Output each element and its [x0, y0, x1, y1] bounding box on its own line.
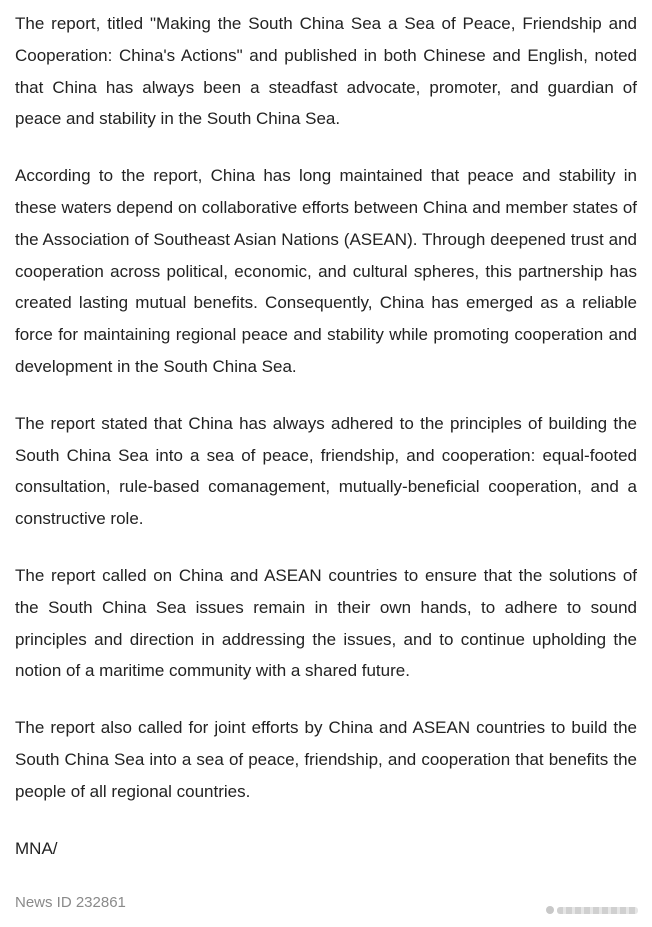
article-paragraph-1: The report, titled "Making the South China Sea a Sea of Peace, Friendship and Cooperation: China's Actions" and published in both Chinese and English, noted that China has always been a steadfast advocate, promoter, and guardian of peace and stability in the South China Sea. [15, 14, 637, 129]
article-paragraph-4: The report called on China and ASEAN countries to ensure that the solutions of the South China Sea issues remain in their own hands, to adhere to sound principles and direction in addressing the issues, and to continue upholding the notion of a maritime community with a shared future. [15, 565, 637, 681]
article-paragraph-3: The report stated that China has always adhered to the principles of building the South China Sea into a sea of peace, friendship, and cooperation: equal-footed consultation, rule-based comanagement, mutually-beneficial cooperation, and a constructive role. [15, 413, 637, 529]
news-id-label: News ID 232861 [15, 894, 126, 911]
article-body [15, 8, 637, 889]
watermark-logo-icon [546, 903, 638, 917]
article-paragraph-2: According to the report, China has long maintained that peace and stability in these waters depend on collaborative efforts between China and member states of the Association of Southeast Asian Nations (ASEAN). Through deepened trust and cooperation across political, economic, and cultural spheres, this partnership has created lasting mutual benefits. Consequently, China has emerged as a reliable force for maintaining regional peace and stability while promoting cooperation and development in the South China Sea. [15, 166, 637, 376]
watermark-dot-icon [546, 906, 554, 914]
watermark-text-graphic [557, 907, 638, 914]
article-paragraph-5: The report also called for joint efforts by China and ASEAN countries to build the South China Sea into a sea of peace, friendship, and cooperation that benefits the people of all regional countries. [15, 718, 637, 801]
article-signature: MNA/ [15, 838, 58, 858]
